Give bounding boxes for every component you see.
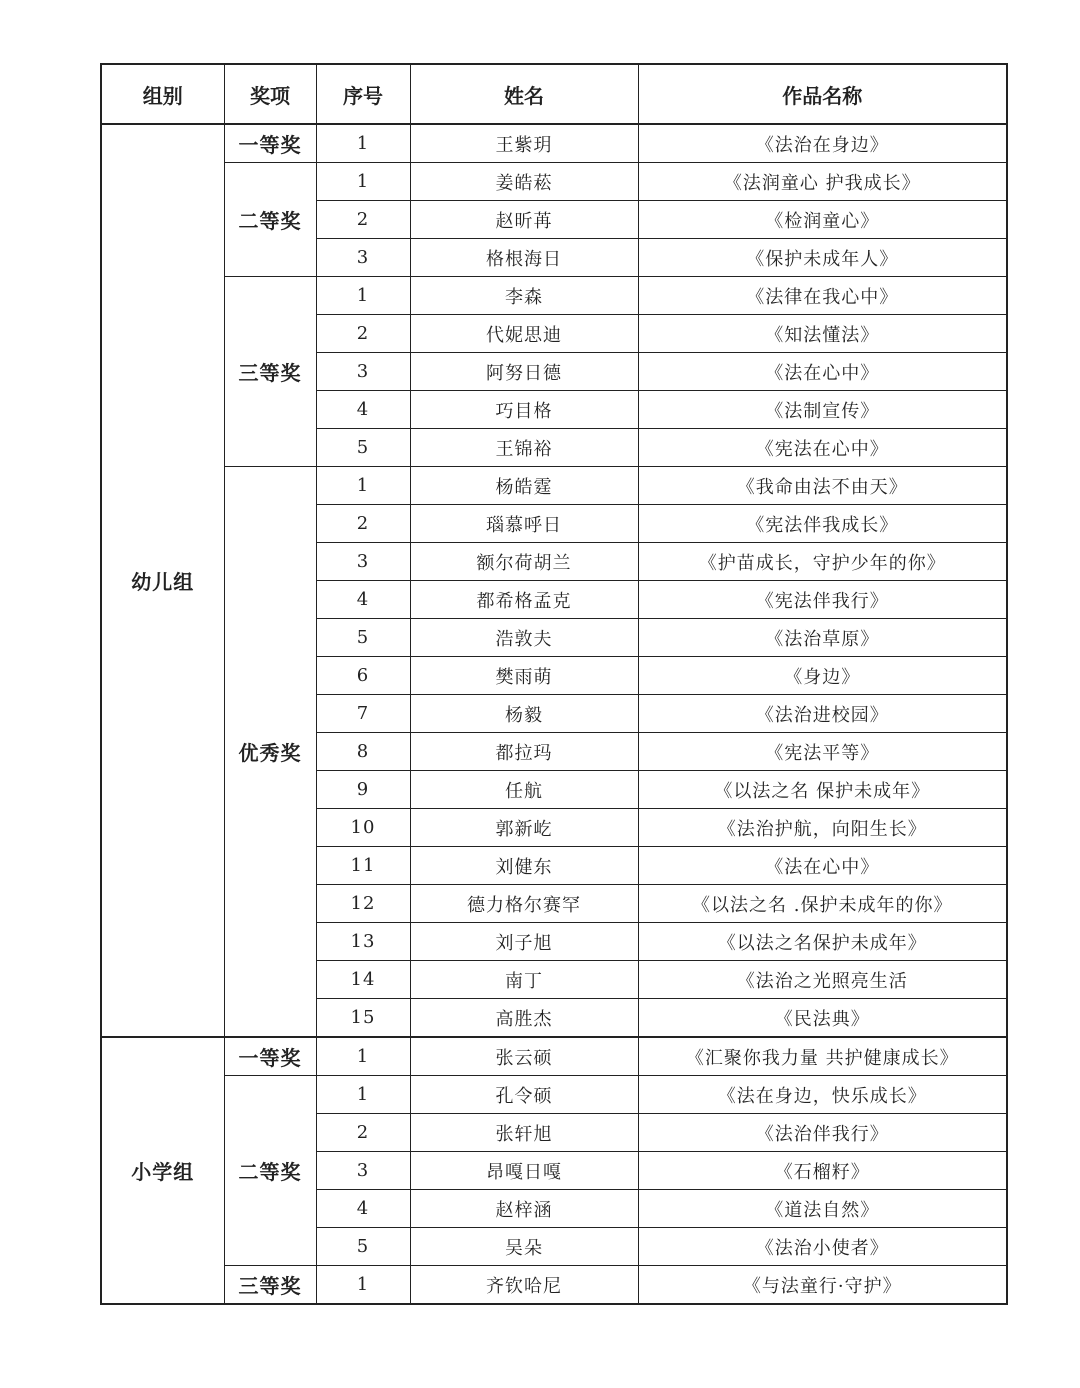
work-title-cell: 《护苗成长，守护少年的你》 [638,543,1007,581]
table-row [101,467,1007,505]
seq-cell: 5 [316,1228,410,1266]
seq-cell: 11 [316,847,410,885]
header-group: 组别 [101,64,224,124]
work-title-cell: 《与法童行·守护》 [638,1266,1007,1305]
header-seq: 序号 [316,64,410,124]
header-title: 作品名称 [638,64,1007,124]
work-title-cell: 《法治小使者》 [638,1228,1007,1266]
seq-cell: 1 [316,1076,410,1114]
group-label: 小学组 [101,1037,224,1304]
name-cell: 王锦裕 [410,429,638,467]
work-title-cell: 《以法之名 .保护未成年的你》 [638,885,1007,923]
seq-cell: 1 [316,277,410,315]
award-list-table [100,63,1008,1305]
name-cell: 巧目格 [410,391,638,429]
table-body [101,124,1007,1304]
seq-cell: 4 [316,1190,410,1228]
seq-cell: 14 [316,961,410,999]
table-row [101,277,1007,315]
name-cell: 张轩旭 [410,1114,638,1152]
header-award: 奖项 [224,64,316,124]
name-cell: 格根海日 [410,239,638,277]
work-title-cell: 《宪法在心中》 [638,429,1007,467]
award-label: 二等奖 [224,163,316,277]
seq-cell: 1 [316,1037,410,1076]
name-cell: 浩敦夫 [410,619,638,657]
work-title-cell: 《宪法平等》 [638,733,1007,771]
work-title-cell: 《宪法伴我行》 [638,581,1007,619]
table-row [101,1076,1007,1114]
name-cell: 孔令硕 [410,1076,638,1114]
work-title-cell: 《法治在身边》 [638,124,1007,163]
work-title-cell: 《法在心中》 [638,353,1007,391]
seq-cell: 2 [316,201,410,239]
name-cell: 都希格孟克 [410,581,638,619]
work-title-cell: 《检润童心》 [638,201,1007,239]
seq-cell: 3 [316,353,410,391]
name-cell: 姜皓菘 [410,163,638,201]
name-cell: 杨皓霆 [410,467,638,505]
name-cell: 王紫玥 [410,124,638,163]
seq-cell: 7 [316,695,410,733]
seq-cell: 1 [316,467,410,505]
name-cell: 刘子旭 [410,923,638,961]
seq-cell: 4 [316,391,410,429]
seq-cell: 5 [316,619,410,657]
seq-cell: 10 [316,809,410,847]
table-row [101,1266,1007,1305]
work-title-cell: 《法律在我心中》 [638,277,1007,315]
seq-cell: 2 [316,505,410,543]
name-cell: 都拉玛 [410,733,638,771]
seq-cell: 3 [316,543,410,581]
name-cell: 南丁 [410,961,638,999]
name-cell: 赵昕苒 [410,201,638,239]
table-row [101,163,1007,201]
name-cell: 额尔荷胡兰 [410,543,638,581]
seq-cell: 2 [316,1114,410,1152]
work-title-cell: 《石榴籽》 [638,1152,1007,1190]
name-cell: 樊雨萌 [410,657,638,695]
work-title-cell: 《法治进校园》 [638,695,1007,733]
work-title-cell: 《民法典》 [638,999,1007,1038]
work-title-cell: 《法润童心 护我成长》 [638,163,1007,201]
work-title-cell: 《身边》 [638,657,1007,695]
table-row [101,1037,1007,1076]
name-cell: 吴朵 [410,1228,638,1266]
award-label: 三等奖 [224,277,316,467]
seq-cell: 2 [316,315,410,353]
work-title-cell: 《汇聚你我力量 共护健康成长》 [638,1037,1007,1076]
seq-cell: 5 [316,429,410,467]
work-title-cell: 《知法懂法》 [638,315,1007,353]
name-cell: 任航 [410,771,638,809]
seq-cell: 8 [316,733,410,771]
work-title-cell: 《法治伴我行》 [638,1114,1007,1152]
name-cell: 阿努日德 [410,353,638,391]
name-cell: 德力格尔赛罕 [410,885,638,923]
name-cell: 齐钦哈尼 [410,1266,638,1305]
work-title-cell: 《保护未成年人》 [638,239,1007,277]
work-title-cell: 《以法之名保护未成年》 [638,923,1007,961]
table-row [101,124,1007,163]
seq-cell: 9 [316,771,410,809]
name-cell: 刘健东 [410,847,638,885]
name-cell: 赵梓涵 [410,1190,638,1228]
work-title-cell: 《以法之名 保护未成年》 [638,771,1007,809]
award-label: 一等奖 [224,124,316,163]
name-cell: 郭新屹 [410,809,638,847]
work-title-cell: 《法治之光照亮生活 [638,961,1007,999]
work-title-cell: 《道法自然》 [638,1190,1007,1228]
seq-cell: 3 [316,1152,410,1190]
work-title-cell: 《法制宣传》 [638,391,1007,429]
seq-cell: 15 [316,999,410,1038]
seq-cell: 6 [316,657,410,695]
group-label: 幼儿组 [101,124,224,1037]
name-cell: 昂嘎日嘎 [410,1152,638,1190]
seq-cell: 12 [316,885,410,923]
name-cell: 李森 [410,277,638,315]
seq-cell: 4 [316,581,410,619]
award-label: 一等奖 [224,1037,316,1076]
work-title-cell: 《法在心中》 [638,847,1007,885]
award-label: 三等奖 [224,1266,316,1305]
work-title-cell: 《法治草原》 [638,619,1007,657]
work-title-cell: 《宪法伴我成长》 [638,505,1007,543]
work-title-cell: 《法治护航，向阳生长》 [638,809,1007,847]
award-label: 优秀奖 [224,467,316,1038]
seq-cell: 1 [316,163,410,201]
seq-cell: 1 [316,124,410,163]
header-name: 姓名 [410,64,638,124]
seq-cell: 1 [316,1266,410,1305]
award-label: 二等奖 [224,1076,316,1266]
work-title-cell: 《我命由法不由天》 [638,467,1007,505]
table-header-row [101,64,1007,124]
name-cell: 张云硕 [410,1037,638,1076]
name-cell: 代妮思迪 [410,315,638,353]
name-cell: 高胜杰 [410,999,638,1038]
name-cell: 瑙慕呼日 [410,505,638,543]
name-cell: 杨毅 [410,695,638,733]
work-title-cell: 《法在身边，快乐成长》 [638,1076,1007,1114]
seq-cell: 13 [316,923,410,961]
seq-cell: 3 [316,239,410,277]
